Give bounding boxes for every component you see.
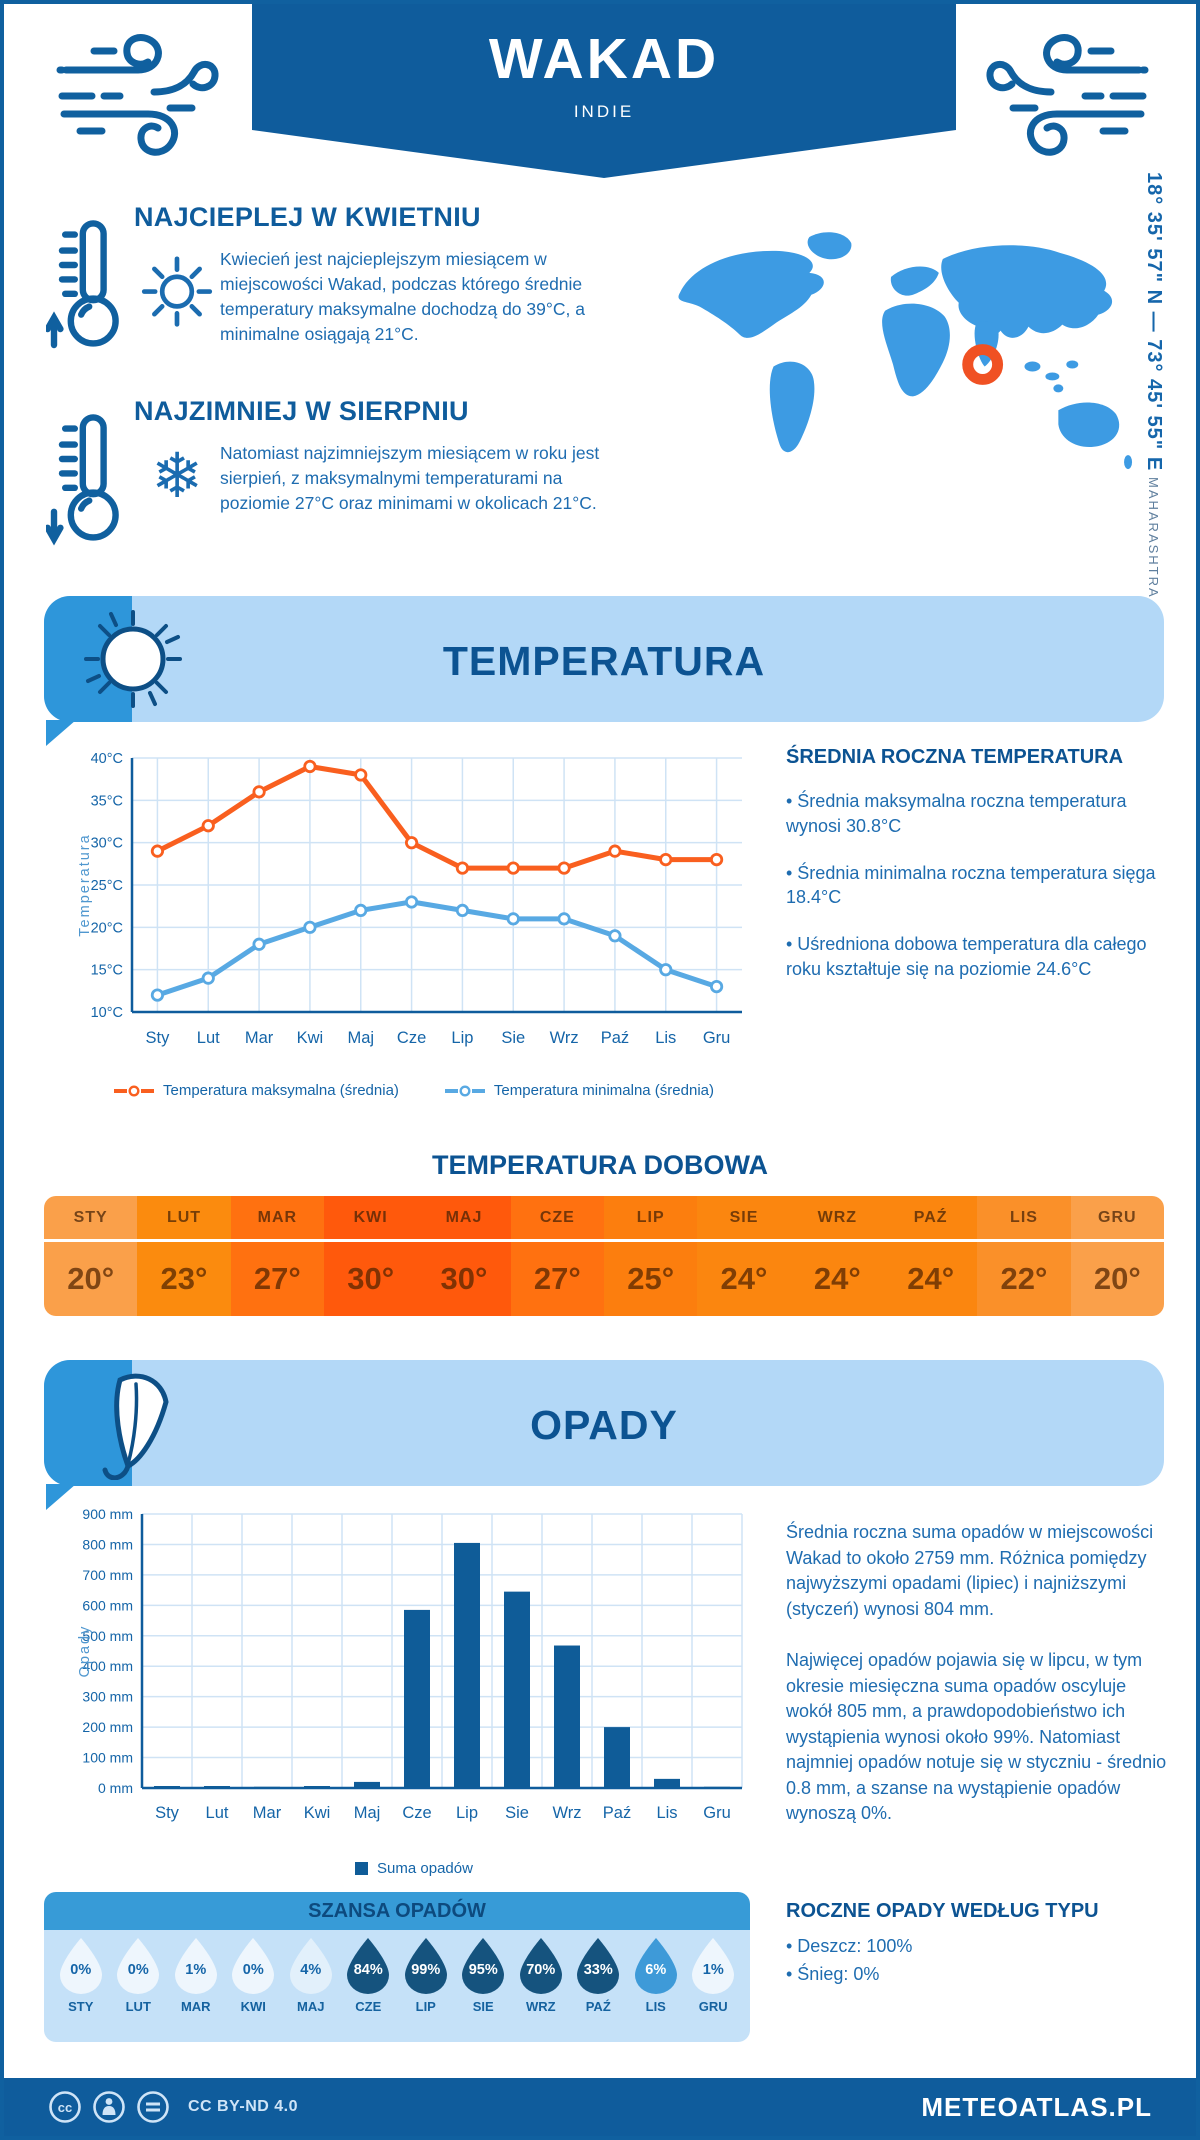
rain-chance-box: [44, 1892, 750, 2042]
rain-chance-item: [52, 1936, 110, 2042]
daily-table-value: 27°: [511, 1242, 604, 1316]
daily-table-value: 20°: [1071, 1242, 1164, 1316]
svg-text:Lis: Lis: [655, 1029, 677, 1047]
daily-table-value: 24°: [697, 1242, 790, 1316]
svg-text:Cze: Cze: [402, 1804, 432, 1822]
coldest-text: Natomiast najzimniejszym miesiącem w roku jest sierpień, z maksymalnymi temperaturami na poziomie 27°C oraz minimami w okolicach 21°C.: [220, 443, 600, 513]
legend-label: Temperatura maksymalna (średnia): [162, 1082, 399, 1099]
snowflake-icon: ❄: [151, 439, 203, 512]
thermometer-down-icon: [46, 400, 126, 558]
summary-heading: ŚREDNIA ROCZNA TEMPERATURA: [786, 746, 1124, 768]
svg-text:Temperatura: Temperatura: [77, 833, 93, 937]
droplet-month: PAŹ: [585, 1999, 611, 2014]
precipitation-paragraph: Najwięcej opadów pojawia się w lipcu, w tym okresie miesięczna suma opadów oscyluje wokół 805 mm, a prawdopodobieństwo ich wystąpienia wynosi około 99%. Natomiast najmniej opadów notuje się w styczniu - średnio 0.8 mm, a szanse na wystąpienie opadów wynoszą 0%.: [786, 1650, 1167, 1824]
daily-table-month: SIE: [697, 1196, 790, 1242]
droplet-month: KWI: [240, 1999, 266, 2014]
precipitation-paragraph: Średnia roczna suma opadów w miejscowości Wakad to około 2759 mm. Różnica pomiędzy najwyższymi opadami (lipiec) i najniższymi (styczeń) wynosi 804 mm.: [786, 1522, 1154, 1619]
droplet-month: MAJ: [297, 1999, 325, 2014]
daily-table-month: LIP: [604, 1196, 697, 1242]
legend-line-icon: [114, 1085, 154, 1097]
temperature-band: [44, 596, 1164, 722]
warmest-text: Kwiecień jest najcieplejszym miesiącem w miejscowości Wakad, podczas którego średnie temperatury maksymalne dochodzą do 39°C, a minimalne osiągają 21°C.: [220, 249, 585, 344]
droplet-percentage: 70%: [526, 1961, 556, 1978]
legend-square-icon: [355, 1862, 368, 1875]
wind-icon: [970, 18, 1155, 168]
daily-table-value: 24°: [791, 1242, 884, 1316]
droplet-icon: [288, 1936, 334, 1996]
droplet-percentage: 84%: [353, 1961, 383, 1978]
footer: [4, 2078, 1196, 2136]
coordinates-block: [1142, 172, 1165, 632]
droplet-percentage: 0%: [242, 1961, 264, 1978]
droplet-percentage: 95%: [468, 1961, 498, 1978]
temperature-summary: [786, 746, 1170, 1004]
band-curl: [46, 1484, 76, 1510]
world-map: [662, 212, 1140, 517]
warmest-month-block: [46, 202, 646, 346]
daily-table-value: 23°: [137, 1242, 230, 1316]
svg-text:Kwi: Kwi: [296, 1029, 324, 1047]
daily-table-month: WRZ: [791, 1196, 884, 1242]
daily-table-month: MAR: [231, 1196, 324, 1242]
svg-text:25°C: 25°C: [90, 878, 123, 894]
droplet-month: LUT: [125, 1999, 151, 2014]
band-curl: [46, 720, 76, 746]
droplet-icon: [173, 1936, 219, 1996]
daily-table-value: 24°: [884, 1242, 977, 1316]
svg-text:Paź: Paź: [602, 1804, 632, 1822]
svg-text:400 mm: 400 mm: [82, 1658, 133, 1675]
droplet-icon: [345, 1936, 391, 1996]
daily-table-month: PAŹ: [884, 1196, 977, 1242]
page-subtitle: INDIE: [573, 102, 635, 121]
legend-line-icon: [445, 1085, 485, 1097]
svg-text:Lip: Lip: [455, 1804, 479, 1822]
coldest-heading: NAJZIMNIEJ W SIERPNIU: [134, 396, 469, 426]
svg-text:40°C: 40°C: [90, 751, 123, 767]
svg-text:Sie: Sie: [505, 1804, 529, 1822]
rain-chance-item: [397, 1936, 455, 2042]
daily-table-value: 25°: [604, 1242, 697, 1316]
rain-type-bullet: • Deszcz: 100%: [786, 1936, 913, 1956]
droplet-icon: [518, 1936, 564, 1996]
svg-text:20°C: 20°C: [90, 920, 123, 937]
daily-table-month: CZE: [511, 1196, 604, 1242]
rain-chance-item: [512, 1936, 570, 2042]
droplet-percentage: 0%: [127, 1961, 149, 1978]
precipitation-band-title: OPADY: [530, 1402, 678, 1448]
svg-text:Opady: Opady: [77, 1624, 93, 1678]
droplet-icon: [575, 1936, 621, 1996]
daily-table-value: 27°: [231, 1242, 324, 1316]
rain-chance-item: [340, 1936, 398, 2042]
svg-text:500 mm: 500 mm: [82, 1627, 133, 1644]
legend-label: Suma opadów: [377, 1860, 473, 1877]
rain-chance-item: [455, 1936, 513, 2042]
svg-text:Paź: Paź: [600, 1029, 630, 1047]
svg-text:Sty: Sty: [145, 1029, 170, 1047]
rain-type-block: [786, 1900, 1170, 1989]
svg-text:15°C: 15°C: [90, 962, 123, 979]
svg-text:Lut: Lut: [196, 1029, 220, 1047]
svg-text:Lis: Lis: [656, 1804, 678, 1822]
svg-text:Wrz: Wrz: [549, 1029, 579, 1047]
daily-table-month: GRU: [1071, 1196, 1164, 1242]
summary-bullet: • Średnia minimalna roczna temperatura sięga 18.4°C: [786, 862, 1156, 908]
daily-table-month: KWI: [324, 1196, 417, 1242]
banner-chevron: [252, 130, 956, 178]
droplet-percentage: 33%: [583, 1961, 613, 1978]
svg-text:200 mm: 200 mm: [82, 1719, 133, 1736]
thermometer-up-icon: [46, 206, 126, 364]
svg-text:100 mm: 100 mm: [82, 1749, 133, 1766]
summary-bullet: • Uśredniona dobowa temperatura dla całego roku kształtuje się na poziomie 24.6°C: [786, 934, 1147, 980]
precipitation-legend: [74, 1860, 754, 1877]
svg-text:Lip: Lip: [451, 1029, 474, 1047]
temperature-band-title: TEMPERATURA: [442, 638, 766, 684]
droplet-icon: [460, 1936, 506, 1996]
daily-table-month: LUT: [137, 1196, 230, 1242]
svg-text:35°C: 35°C: [90, 793, 123, 810]
droplet-percentage: 4%: [300, 1961, 322, 1978]
svg-text:Mar: Mar: [244, 1029, 274, 1047]
droplet-icon: [115, 1936, 161, 1996]
rain-type-bullet: • Śnieg: 0%: [786, 1963, 880, 1984]
daily-table-month: LIS: [977, 1196, 1070, 1242]
droplet-icon: [230, 1936, 276, 1996]
droplet-icon: [633, 1936, 679, 1996]
precipitation-summary: [786, 1520, 1170, 1853]
svg-text:Sty: Sty: [155, 1804, 179, 1822]
daily-table-value: 30°: [324, 1242, 417, 1316]
svg-text:Cze: Cze: [396, 1029, 427, 1047]
droplet-month: WRZ: [525, 1999, 556, 2014]
droplet-percentage: 0%: [70, 1961, 92, 1978]
droplet-percentage: 1%: [702, 1961, 724, 1978]
svg-text:600 mm: 600 mm: [82, 1597, 133, 1614]
droplet-percentage: 6%: [645, 1961, 667, 1978]
daily-table-month: MAJ: [417, 1196, 510, 1242]
site-name: METEOATLAS.PL: [921, 2091, 1152, 2122]
droplet-month: SIE: [472, 1999, 494, 2014]
svg-text:Lut: Lut: [205, 1804, 229, 1822]
legend-item: [114, 1082, 399, 1099]
rain-type-heading: ROCZNE OPADY WEDŁUG TYPU: [786, 1900, 1099, 1922]
region-text: MAHARASHTRA: [1146, 477, 1161, 599]
droplet-month: LIS: [645, 1999, 666, 2014]
daily-table-value: 30°: [417, 1242, 510, 1316]
rain-chance-droplets: [44, 1930, 750, 2042]
daily-table-month: STY: [44, 1196, 137, 1242]
summary-bullet: • Średnia maksymalna roczna temperatura wynosi 30.8°C: [786, 791, 1127, 836]
svg-text:Kwi: Kwi: [303, 1804, 331, 1822]
page-title: WAKAD: [488, 27, 720, 91]
svg-text:Wrz: Wrz: [552, 1804, 582, 1822]
legend-label: Temperatura minimalna (średnia): [493, 1082, 714, 1099]
droplet-month: LIP: [415, 1999, 436, 2014]
svg-text:Maj: Maj: [353, 1804, 381, 1822]
svg-text:cc: cc: [57, 2100, 73, 2115]
coordinates-text: 18° 35' 57" N — 73° 45' 55" E: [1143, 172, 1165, 472]
svg-text:Maj: Maj: [347, 1029, 375, 1047]
sun-icon: [138, 251, 216, 329]
svg-text:300 mm: 300 mm: [82, 1688, 133, 1705]
rain-chance-item: [110, 1936, 168, 2042]
droplet-month: STY: [68, 1999, 94, 2014]
droplet-icon: [403, 1936, 449, 1996]
droplet-month: GRU: [698, 1999, 728, 2014]
wind-icon: [50, 18, 235, 168]
attribution-icon: [92, 2090, 126, 2124]
warmest-heading: NAJCIEPLEJ W KWIETNIU: [134, 202, 481, 232]
location-marker: [968, 350, 998, 380]
precipitation-chart: [74, 1500, 754, 1852]
daily-temperature-title: TEMPERATURA DOBOWA: [432, 1150, 768, 1180]
droplet-month: MAR: [180, 1999, 211, 2014]
rain-chance-item: [685, 1936, 743, 2042]
no-derivatives-icon: [136, 2090, 170, 2124]
daily-table-value: 20°: [44, 1242, 137, 1316]
rain-chance-item: [282, 1936, 340, 2042]
svg-text:10°C: 10°C: [90, 1005, 123, 1021]
droplet-icon: [58, 1936, 104, 1996]
rain-chance-item: [167, 1936, 225, 2042]
cc-icon: [48, 2090, 82, 2124]
temperature-chart: [74, 742, 754, 1078]
daily-temperature-table: [44, 1196, 1164, 1316]
svg-text:700 mm: 700 mm: [82, 1566, 133, 1583]
temperature-legend: [74, 1082, 754, 1099]
rain-chance-item: [225, 1936, 283, 2042]
svg-text:800 mm: 800 mm: [82, 1536, 133, 1553]
droplet-percentage: 1%: [185, 1961, 207, 1978]
svg-text:Gru: Gru: [703, 1804, 731, 1822]
precipitation-band: [44, 1360, 1164, 1486]
svg-text:Mar: Mar: [252, 1804, 282, 1822]
droplet-icon: [690, 1936, 736, 1996]
rain-chance-item: [570, 1936, 628, 2042]
droplet-percentage: 99%: [411, 1961, 441, 1978]
svg-text:Sie: Sie: [501, 1029, 526, 1047]
droplet-month: CZE: [355, 1999, 382, 2014]
legend-item: [445, 1082, 714, 1099]
coldest-month-block: [46, 396, 646, 516]
rain-chance-title: SZANSA OPADÓW: [44, 1892, 750, 1930]
rain-chance-item: [627, 1936, 685, 2042]
legend-item: [355, 1860, 473, 1877]
svg-text:0 mm: 0 mm: [98, 1780, 133, 1796]
svg-text:900 mm: 900 mm: [82, 1506, 133, 1522]
svg-text:Gru: Gru: [702, 1029, 731, 1047]
license-label: CC BY-ND 4.0: [188, 2098, 299, 2115]
header-banner: [252, 4, 956, 130]
svg-text:30°C: 30°C: [90, 835, 123, 852]
daily-table-value: 22°: [977, 1242, 1070, 1316]
